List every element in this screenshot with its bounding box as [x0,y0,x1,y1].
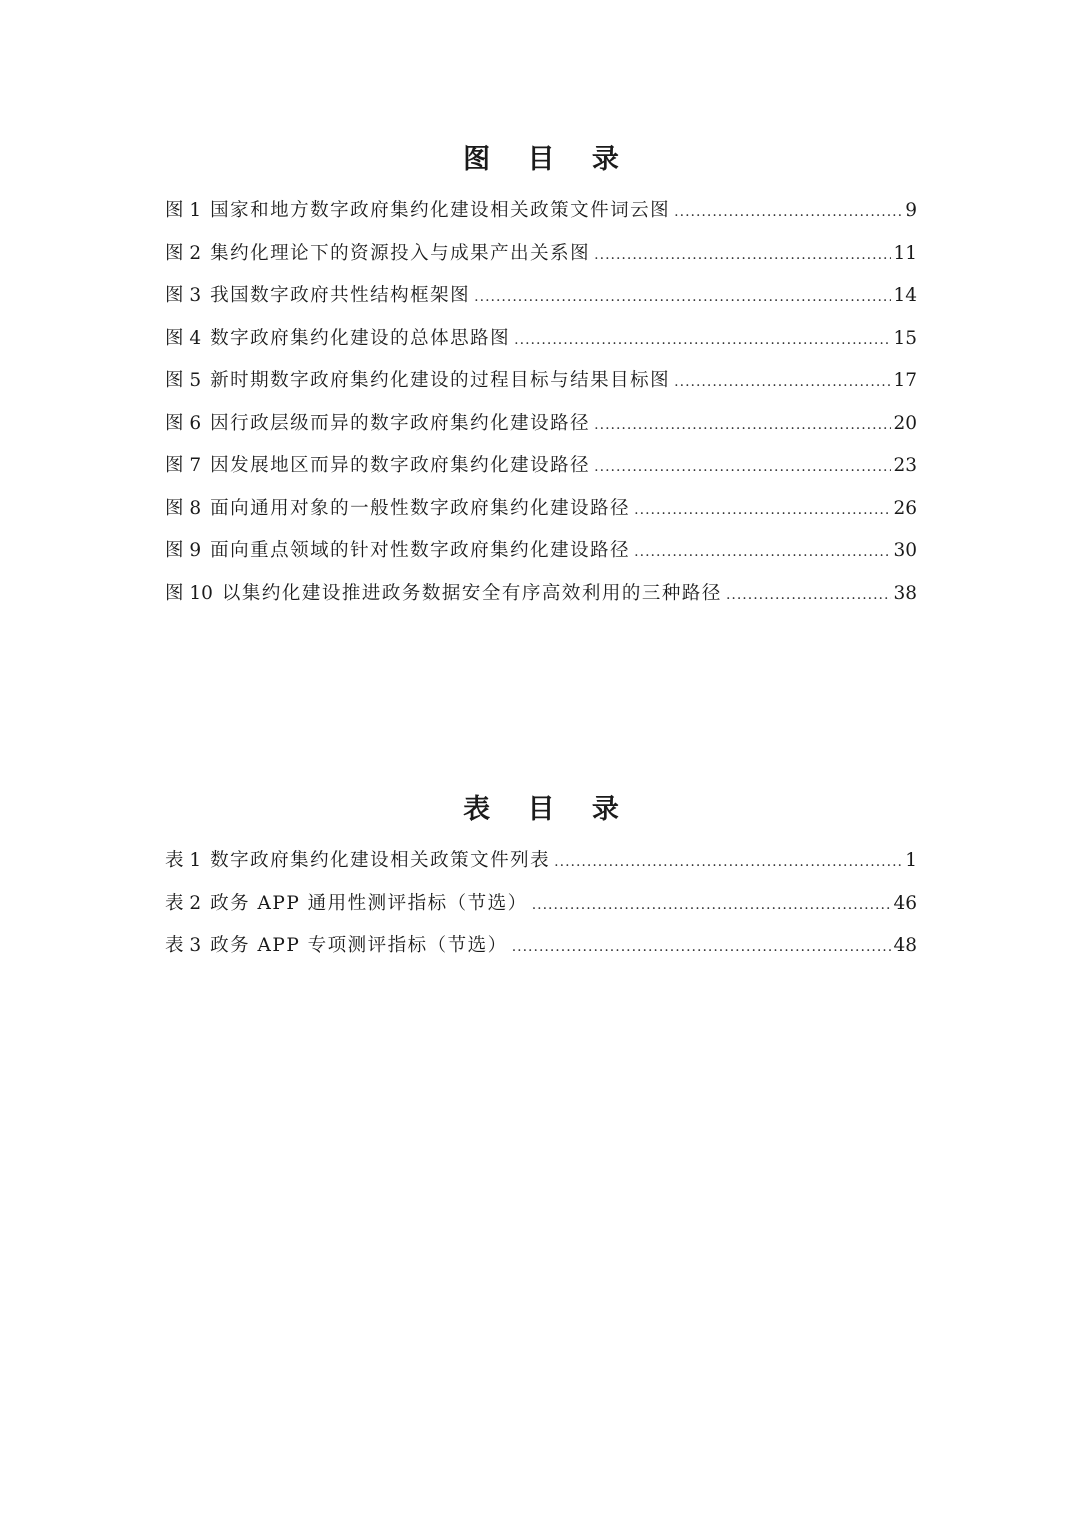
toc-dot-leader [634,531,891,574]
toc-entry[interactable] [165,233,917,276]
toc-entry-label: 表 2 [165,892,202,914]
toc-entry-title: 集约化理论下的资源投入与成果产出关系图 [210,242,591,264]
toc-entry-title: 新时期数字政府集约化建设的过程目标与结果目标图 [210,370,671,391]
toc-dot-leader [634,489,891,532]
figures-toc-list [165,190,917,615]
toc-dot-leader [726,574,892,617]
toc-entry-title: 政务 APP 专项测评指标（节选） [210,935,508,956]
toc-entry-page-number: 38 [893,582,917,604]
toc-dot-leader [674,191,903,234]
toc-entry-title: 数字政府集约化建设相关政策文件列表 [210,850,551,871]
toc-entry-label: 图 7 [165,455,202,476]
toc-entry-label: 图 6 [165,412,202,434]
toc-dot-leader [532,884,892,927]
toc-entry-page-number: 15 [893,327,917,349]
toc-entry-page-number: 20 [893,412,917,434]
toc-entry-page-number: 23 [893,455,917,476]
toc-entry-title: 面向通用对象的一般性数字政府集约化建设路径 [210,497,631,519]
toc-entry-title: 面向重点领域的针对性数字政府集约化建设路径 [210,540,631,561]
toc-entry-label: 表 1 [165,850,202,871]
figures-toc-section [165,140,917,615]
toc-entry-title: 我国数字政府共性结构框架图 [210,285,471,306]
toc-entry-title: 以集约化建设推进政务数据安全有序高效利用的三种路径 [221,582,722,604]
toc-entry-page-number: 17 [893,370,917,391]
toc-dot-leader [554,841,903,884]
toc-entry-page-number: 11 [893,242,917,264]
toc-entry[interactable] [165,360,917,403]
toc-entry-label: 图 10 [165,582,213,604]
toc-entry[interactable] [165,925,917,968]
toc-entry-title: 数字政府集约化建设的总体思路图 [210,327,511,349]
toc-entry-label: 图 8 [165,497,202,519]
toc-entry[interactable] [165,573,917,616]
toc-entry-page-number: 26 [893,497,917,519]
toc-entry-label: 图 3 [165,285,202,306]
toc-entry-page-number: 14 [893,285,917,306]
toc-entry-page-number: 48 [893,935,917,956]
toc-entry-page-number: 30 [893,540,917,561]
toc-entry[interactable] [165,488,917,531]
toc-entry-label: 图 5 [165,370,202,391]
toc-entry[interactable] [165,840,917,883]
toc-entry-page-number: 1 [905,850,917,871]
toc-dot-leader [594,234,891,277]
toc-entry-label: 表 3 [165,935,202,956]
toc-entry[interactable] [165,318,917,361]
tables-toc-list [165,840,917,968]
toc-entry[interactable] [165,190,917,233]
toc-entry-title: 政务 APP 通用性测评指标（节选） [210,892,528,914]
figures-toc-title: 图 目 录 [463,144,633,175]
toc-dot-leader [474,276,891,319]
toc-entry-label: 图 2 [165,242,202,264]
toc-dot-leader [674,361,891,404]
toc-entry-title: 因发展地区而异的数字政府集约化建设路径 [210,455,591,476]
toc-entry-title: 因行政层级而异的数字政府集约化建设路径 [210,412,591,434]
toc-entry[interactable] [165,883,917,926]
toc-entry-label: 图 9 [165,540,202,561]
toc-entry-page-number: 9 [905,200,917,221]
toc-entry[interactable] [165,275,917,318]
toc-entry[interactable] [165,530,917,573]
toc-entry[interactable] [165,445,917,488]
toc-entry-page-number: 46 [893,892,917,914]
toc-dot-leader [512,926,892,969]
toc-entry-label: 图 4 [165,327,202,349]
toc-dot-leader [514,319,891,362]
toc-entry-label: 图 1 [165,200,202,221]
tables-toc-title: 表 目 录 [463,794,633,825]
tables-toc-section [165,790,917,968]
toc-entry[interactable] [165,403,917,446]
toc-entry-title: 国家和地方数字政府集约化建设相关政策文件词云图 [210,200,671,221]
toc-dot-leader [594,404,891,447]
toc-dot-leader [594,446,891,489]
